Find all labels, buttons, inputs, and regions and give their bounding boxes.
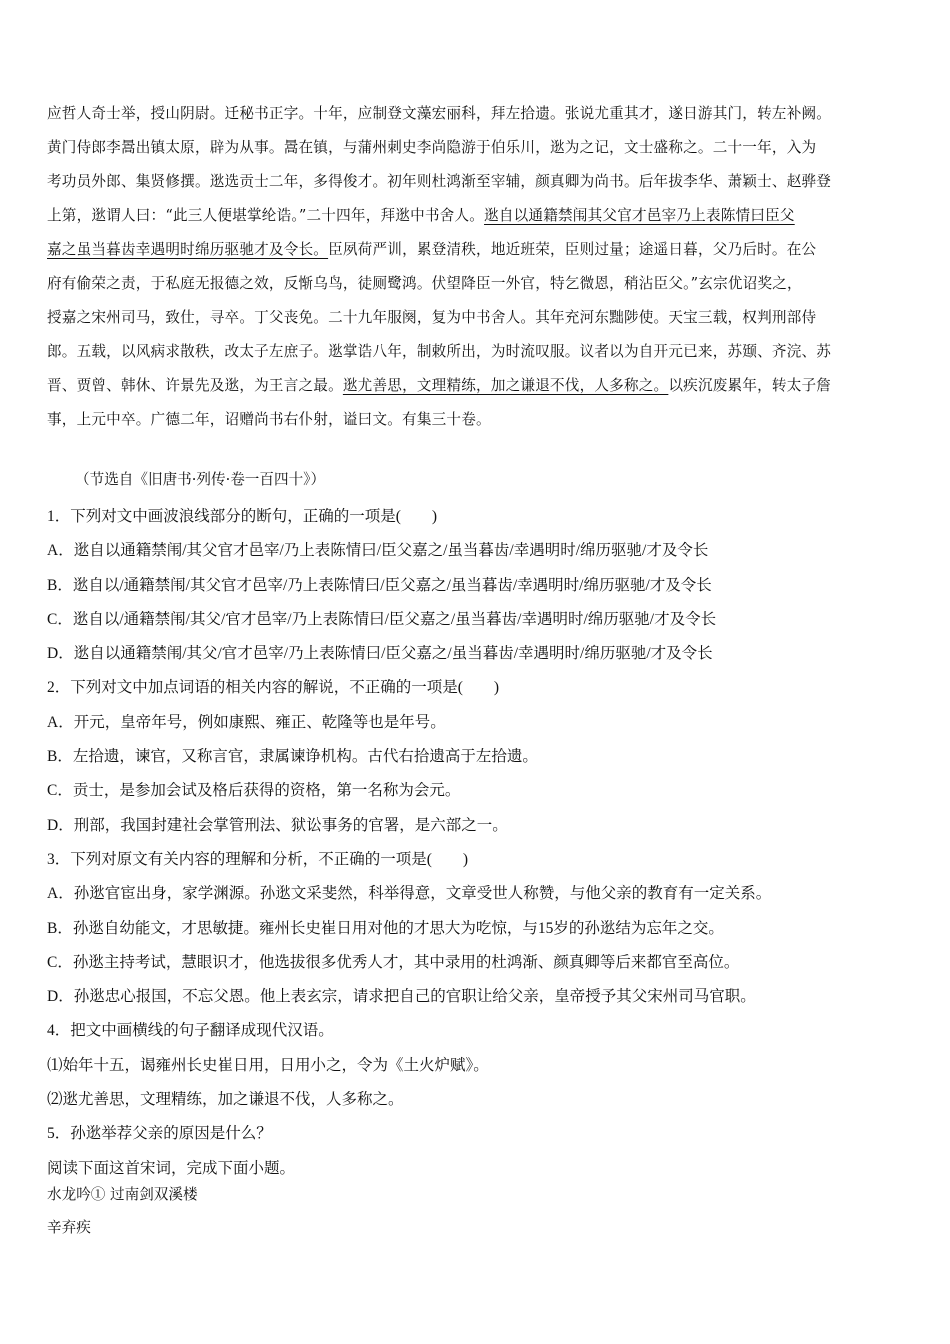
question-3-option-d: D．孙逖忠心报国，不忘父恩。他上表玄宗，请求把自己的官职让给父亲，皇帝授予其父宋州司马官职。 [47,988,756,1006]
passage-segment: 以疾沉废累年，转太子詹 [668,377,832,394]
question-1-option-d: D．逖自以通籍禁闱/其父/官才邑宰/乃上表陈情曰/臣父嘉之/虽当暮齿/幸遇明时/绵历驱驰/才及令长 [47,645,713,663]
question-1-option-a: A．逖自以通籍禁闱/其父官才邑宰/乃上表陈情曰/臣父嘉之/虽当暮齿/幸遇明时/绵历驱驰/才及令长 [47,542,709,560]
question-4: 4．把文中画横线的句子翻译成现代汉语。 [47,1022,334,1040]
passage-line: 郎。五载，以风病求散秩，改太子左庶子。逖掌诰八年，制敕所出，为时流叹服。议者以为自开元已来，苏颋、齐浣、苏 [47,343,832,360]
questions-section [47,500,909,1186]
underlined-segment: 逖尤善思，文理精练，加之谦退不伐，人多称之。 [342,377,669,394]
question-3-option-c: C．孙逖主持考试，慧眼识才，他选拔很多优秀人才，其中录用的杜鸿渐、颜真卿等后来都官至高位。 [47,953,740,971]
poem-title: 水龙吟① 过南剑双溪楼 [47,1186,198,1203]
question-2-option-d: D．刑部，我国封建社会掌管刑法、狱讼事务的官署，是六部之一。 [47,816,508,834]
question-4-item-1: ⑴始年十五，谒雍州长史崔日用，日用小之，令为《土火炉赋》。 [47,1056,489,1074]
wavy-underlined-segment: 嘉之虽当暮齿幸遇明时绵历驱驰才及令长。 [47,241,329,258]
question-2-option-c: C．贡士，是参加会试及格后获得的资格，第一名称为会元。 [47,782,461,800]
question-3-option-a: A．孙逖官宦出身，家学渊源。孙逖文采斐然，科举得意，文章受世人称赞，与他父亲的教育有一定关系。 [47,885,772,903]
passage-line: 授嘉之宋州司马，致仕，寻卒。丁父丧免。二十九年服阕，复为中书舍人。其年充河东黜陟使。天宝三载，权判刑部侍 [47,309,817,326]
passage-line: 应哲人奇士举，授山阴尉。迁秘书正字。十年，应制登文藻宏丽科，拜左拾遗。张说尤重其才，遂日游其门，转左补阙。 [47,105,832,122]
wavy-underlined-segment: 逖自以通籍禁闱其父官才邑宰乃上表陈情曰臣父 [484,207,795,224]
passage-line: 府有偷荣之责，于私庭无报德之效，反惭乌鸟，徒厕鹭鸿。伏望降臣一外官，特乞微恩，稍沾臣父。”玄宗优诏奖之， [47,275,802,292]
question-3: 3．下列对原文有关内容的理解和分析，不正确的一项是( ) [47,850,469,868]
passage-line: 考功员外郎、集贤修撰。逖选贡士二年，多得俊才。初年则杜鸿渐至宰辅，颜真卿为尚书。后年拔李华、萧颖士、赵骅登 [47,173,832,190]
passage-line: 黄门侍郎李暠出镇太原，辟为从事。暠在镇，与蒲州刺史李尚隐游于伯乐川，逖为之记，文士盛称之。二十一年，入为 [47,139,817,156]
passage-line [47,233,909,267]
reading-instruction: 阅读下面这首宋词，完成下面小题。 [47,1159,296,1177]
passage-segment: 晋、贾曾、韩休、许景先及逖，为王言之最。 [47,377,343,394]
passage-line: 事，上元中卒。广德二年，诏赠尚书右仆射，谥曰文。有集三十卷。 [47,411,491,428]
question-3-option-b: B．孙逖自幼能文，才思敏捷。雍州长史崔日用对他的才思大为吃惊，与15岁的孙逖结为忘年之交。 [47,919,724,937]
passage-text [47,97,909,437]
question-2-option-b: B．左拾遗，谏官，又称言官，隶属谏诤机构。古代右拾遗高于左拾遗。 [47,748,538,766]
passage-line [47,199,909,233]
question-1: 1．下列对文中画波浪线部分的断句，正确的一项是( ) [47,508,438,525]
question-4-item-2: ⑵逖尤善思，文理精练，加之谦退不伐，人多称之。 [47,1091,404,1109]
poem-author: 辛弃疾 [47,1219,91,1236]
source-citation: （节选自《旧唐书·列传·卷一百四十》） [75,471,326,488]
question-5: 5．孙逖举荐父亲的原因是什么？ [47,1125,272,1143]
passage-segment: 臣夙荷严训，累登清秩，地近班荣，臣则过量；途遥日暮，父乃后时。在公 [328,241,817,258]
question-1-option-c: C．逖自以/通籍禁闱/其父/官才邑宰/乃上表陈情曰/臣父嘉之/虽当暮齿/幸遇明时/绵历驱驰/才及令长 [47,610,717,628]
question-2-option-a: A．开元，皇帝年号，例如康熙、雍正、乾隆等也是年号。 [47,713,446,731]
passage-segment: 上第，逖谓人曰：“此三人便堪掌纶诰。”二十四年，拜逖中书舍人。 [47,207,485,224]
passage-line [47,369,909,403]
question-1-option-b: B．逖自以/通籍禁闱/其父官才邑宰/乃上表陈情曰/臣父嘉之/虽当暮齿/幸遇明时/绵历驱驰/才及令长 [47,576,712,594]
question-2: 2．下列对文中加点词语的相关内容的解说，不正确的一项是( ) [47,679,500,697]
